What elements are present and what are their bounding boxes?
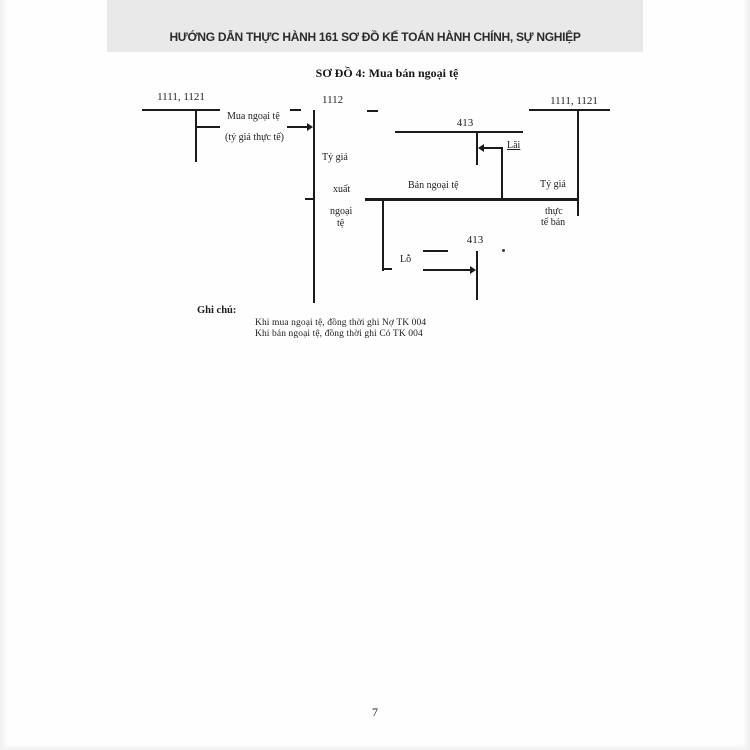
loss-arrow-shaft (423, 269, 471, 271)
notes-heading: Ghi chú: (197, 305, 237, 316)
gain-account-number: 413 (456, 117, 474, 129)
cash-fc-account-stem-line (313, 110, 315, 303)
page-edge-shadow-right (743, 0, 750, 750)
export-rate-label-3: ngoại (330, 206, 353, 217)
left-account-stem-line (195, 109, 197, 162)
loss-top-tick (423, 250, 448, 252)
page-number: 7 (372, 705, 378, 719)
debit-dash-mark (290, 109, 301, 111)
gain-arrow-shaft (484, 147, 502, 149)
sell-rate-label-3: tế bán (541, 217, 566, 228)
loss-branch-tick (383, 268, 392, 270)
running-header-band (107, 0, 643, 52)
gain-account-top-line (395, 131, 523, 133)
gain-connector-line (501, 147, 503, 200)
loss-branch-line (382, 198, 384, 271)
page-edge-shadow-left (0, 0, 7, 750)
left-account-entry-tick (196, 126, 220, 128)
export-rate-label-4: tệ (337, 218, 345, 229)
cash-fc-account-number: 1112 (322, 94, 344, 106)
credit-dash-mark (367, 110, 378, 112)
loss-label: Lỗ (400, 254, 412, 265)
note-line-1: Khi mua ngoại tệ, đồng thời ghi Nợ TK 004 (255, 318, 427, 328)
buy-arrow-shaft (287, 126, 308, 128)
diagram-title: SƠ ĐỒ 4: Mua bán ngoại tệ (315, 66, 459, 80)
export-rate-label-2: xuất (333, 184, 351, 195)
sell-foreign-currency-label: Bán ngoại tệ (408, 180, 459, 191)
loss-arrow-head-icon (470, 266, 476, 274)
gain-label: Lãi (507, 140, 521, 151)
sell-rate-label-2: thực (545, 206, 563, 217)
left-account-number: 1111, 1121 (157, 91, 205, 103)
right-account-stem-line (577, 109, 579, 216)
right-account-number: 1111, 1121 (550, 95, 598, 107)
buy-foreign-currency-label: Mua ngoại tệ (227, 111, 280, 122)
running-header-text: HƯỚNG DẪN THỰC HÀNH 161 SƠ ĐỒ KẾ TOÁN HÀNH CHÍNH, SỰ NGHIỆP (169, 30, 581, 44)
stray-ink-dot (502, 249, 505, 252)
loss-account-number: 413 (466, 234, 484, 246)
buy-actual-rate-label: (tỷ giá thực tế) (225, 132, 285, 143)
export-rate-label-1: Tỷ giá (322, 152, 348, 163)
left-account-top-line (142, 109, 220, 111)
loss-account-stem-line (476, 251, 478, 300)
right-account-top-line (529, 109, 610, 111)
sell-main-line (365, 198, 578, 201)
cash-fc-entry-tick (305, 198, 314, 200)
page-edge-shadow-bottom (0, 744, 750, 750)
note-line-2: Khi bán ngoại tệ, đồng thời ghi Có TK 004 (255, 329, 423, 339)
sell-rate-label-1: Tỷ giá (540, 179, 566, 190)
